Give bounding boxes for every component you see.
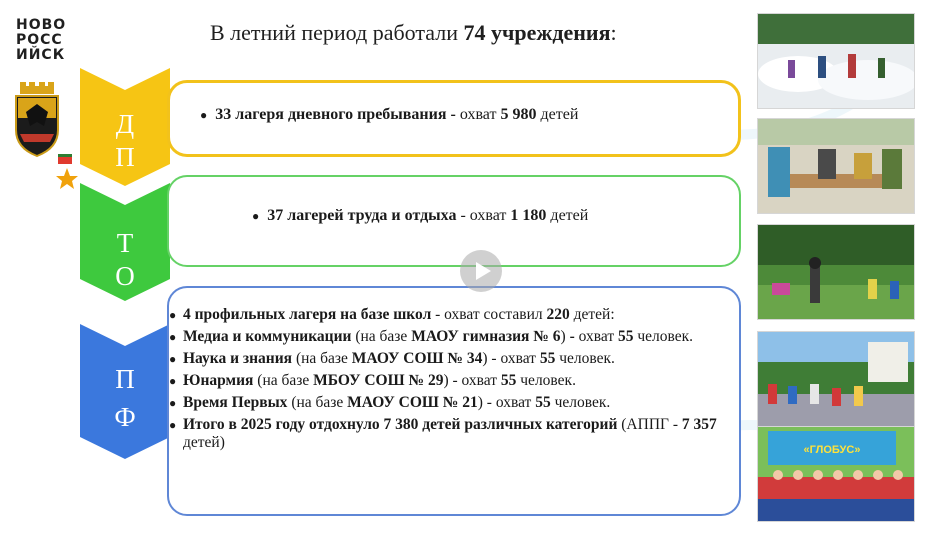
item-text: человек. — [633, 328, 694, 345]
title-prefix: В летний период работали — [210, 20, 464, 45]
logo-line: НОВО — [16, 17, 67, 33]
chevron-to — [80, 183, 170, 301]
item-text: человек. — [516, 372, 576, 389]
dp-text: охват — [455, 106, 501, 123]
item-bold: Итого в 2025 году отдохнуло 7 380 детей различных категорий — [183, 416, 618, 433]
item-text: (АППГ - — [617, 416, 682, 433]
item-text: ) - охват — [477, 394, 536, 411]
photo-outdoor-tables — [757, 331, 915, 427]
item-bold: 220 — [546, 306, 570, 323]
item-bold: Медиа и коммуникации — [183, 328, 352, 345]
list-item — [166, 328, 726, 346]
chevron-letter: П — [115, 142, 135, 172]
item-text: человек. — [550, 394, 611, 411]
video-play-button[interactable] — [460, 250, 502, 292]
item-text: ) - охват — [443, 372, 501, 389]
item-text: (на базе — [292, 350, 352, 367]
item-text: охват — [574, 328, 618, 345]
chevron-letter: П — [115, 364, 135, 394]
chevron-letter: О — [115, 261, 135, 291]
bullet-icon: ● — [200, 107, 208, 122]
item-text: - охват составил — [431, 306, 547, 323]
banner-text: «ГЛОБУС» — [803, 444, 861, 456]
chevron-letter: Т — [116, 228, 134, 258]
list-item — [166, 372, 726, 390]
dp-unit: детей — [536, 106, 579, 123]
chevron-label — [80, 227, 170, 293]
photo-group-globus — [757, 426, 915, 522]
dp-info-text — [200, 106, 578, 124]
bullet-icon: ● — [169, 396, 177, 410]
photo-lawn-games — [757, 224, 915, 320]
list-item — [166, 350, 726, 368]
list-item — [166, 394, 726, 412]
city-coat-of-arms-icon — [12, 82, 78, 192]
to-unit: детей — [546, 207, 589, 224]
item-bold: 4 профильных лагеря на базе школ — [183, 306, 432, 323]
item-text: детей: — [569, 306, 615, 323]
page-title — [210, 20, 617, 46]
chevron-label — [80, 360, 170, 436]
item-bold: Юнармия — [183, 372, 254, 389]
logo-line: РОСС — [16, 32, 63, 48]
to-bold: 37 лагерей труда и отдыха — [267, 207, 457, 224]
item-bold: МАОУ гимназия № 6 — [411, 328, 561, 345]
item-bold: 55 — [539, 350, 556, 367]
bullet-icon: ● — [252, 208, 260, 223]
bullet-icon: ● — [169, 330, 177, 344]
photo-crafts-table — [757, 118, 915, 214]
chevron-pf — [80, 324, 170, 459]
item-text: человек. — [555, 350, 615, 367]
list-item — [166, 306, 726, 324]
bullet-icon: ● — [169, 352, 177, 366]
item-text: ) — [560, 328, 570, 345]
bullet-icon: ● — [169, 308, 177, 322]
logo-line: ИЙСК — [16, 47, 66, 63]
play-icon — [460, 250, 502, 292]
bullet-icon: ● — [169, 374, 177, 388]
item-bold: 55 — [617, 328, 634, 345]
title-count: 74 учреждения — [463, 20, 611, 45]
list-item — [166, 416, 726, 452]
item-bold: Наука и знания — [183, 350, 293, 367]
chevron-label — [80, 108, 170, 174]
to-text: - охват — [456, 207, 511, 224]
chevron-letter: Д — [115, 109, 135, 139]
to-count: 1 180 — [510, 207, 547, 224]
to-info-text — [252, 207, 588, 225]
item-bold: - — [569, 328, 575, 345]
item-bold: 7 357 — [681, 416, 717, 433]
item-text: (на базе — [351, 328, 412, 345]
city-logo — [16, 18, 86, 63]
dp-count: 5 980 — [500, 106, 537, 123]
item-bold: МАОУ СОШ № 21 — [347, 394, 478, 411]
photo-foam-party — [757, 13, 915, 109]
item-bold: МАОУ СОШ № 34 — [351, 350, 483, 367]
title-suffix: : — [610, 20, 617, 45]
chevron-dp — [80, 68, 170, 186]
pf-list — [166, 306, 726, 456]
chevron-letter: Ф — [114, 402, 136, 432]
item-text: ) - охват — [482, 350, 540, 367]
dp-bold: 33 лагеря дневного пребывания - — [215, 106, 456, 123]
item-text: (на базе — [287, 394, 348, 411]
item-text: детей) — [183, 434, 225, 451]
item-bold: 55 — [535, 394, 551, 411]
item-bold: МБОУ СОШ № 29 — [313, 372, 444, 389]
bullet-icon: ● — [169, 418, 177, 432]
item-bold: Время Первых — [183, 394, 288, 411]
item-bold: 55 — [500, 372, 517, 389]
item-text: (на базе — [253, 372, 314, 389]
